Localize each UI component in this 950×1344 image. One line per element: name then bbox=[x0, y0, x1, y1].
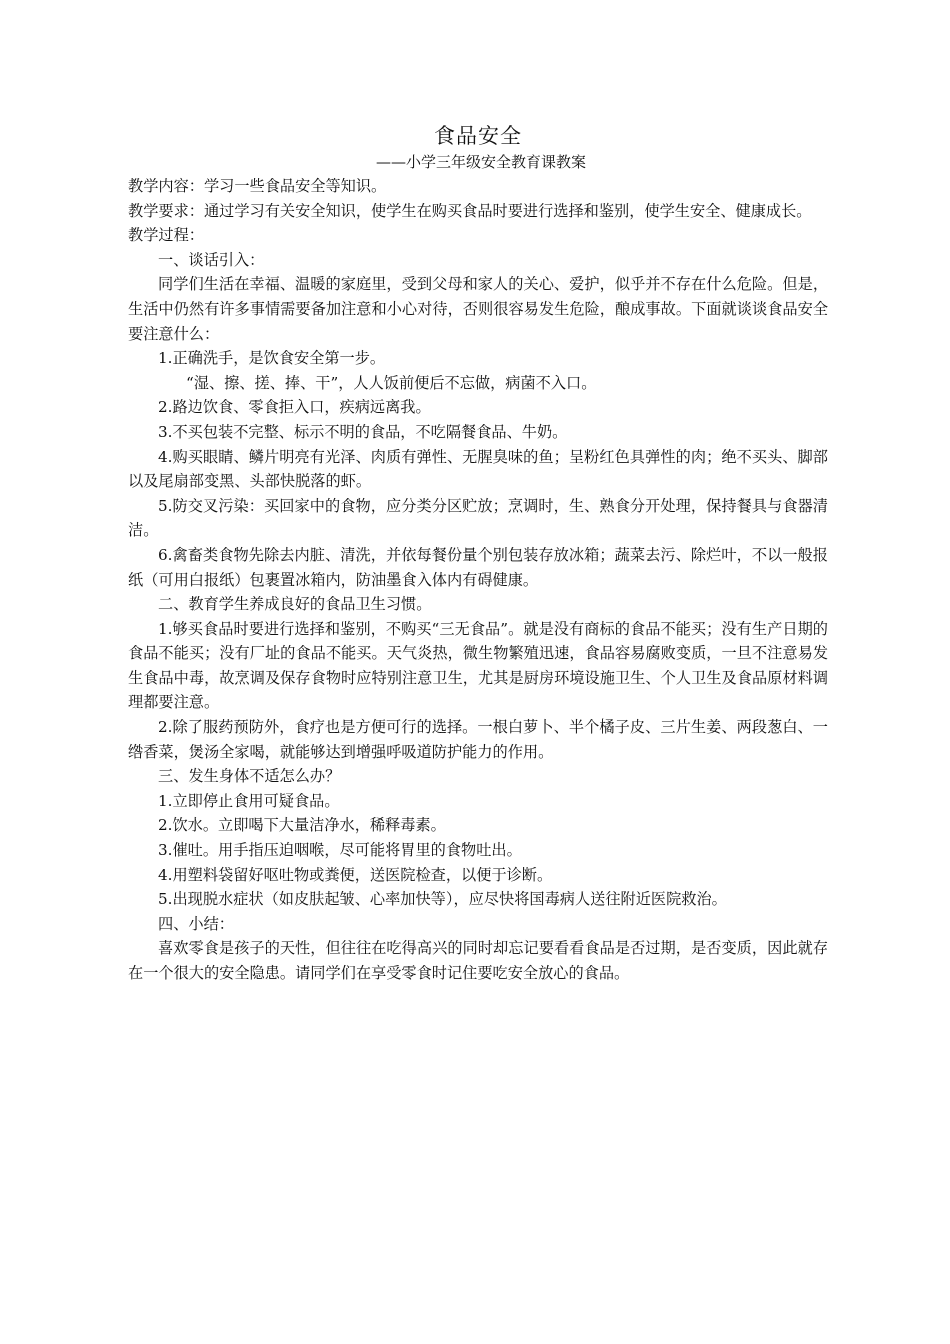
list-item: 4.用塑料袋留好呕吐物或粪便，送医院检查，以便于诊断。 bbox=[158, 865, 553, 884]
list-item: “湿、擦、搓、捧、干”，人人饭前便后不忘做，病菌不入口。 bbox=[186, 373, 597, 392]
list-item: 6.禽畜类食物先除去内脏、清洗，并依每餐份量个别包装存放冰箱；蔬菜去污、除烂叶，不以一般报纸（可用白报纸）包裹置冰箱内，防油墨食入体内有碍健康。 bbox=[128, 545, 828, 589]
list-item: 1.正确洗手，是饮食安全第一步。 bbox=[158, 349, 386, 368]
section-heading: 四、小结： bbox=[158, 914, 234, 933]
section-intro: 同学们生活在幸福、温暖的家庭里，受到父母和家人的关心、爱护，似乎并不存在什么危险。但是，生活中仍然有许多事情需要备加注意和小心对待，否则很容易发生危险，酿成事故。下面就谈谈食品安全要注意什么： bbox=[128, 275, 828, 343]
section-heading: 一、谈话引入： bbox=[158, 250, 265, 269]
list-item: 4.购买眼睛、鳞片明亮有光泽、肉质有弹性、无腥臭味的鱼；呈粉红色具弹性的肉；绝不买头、脚部以及尾扇部变黑、头部快脱落的虾。 bbox=[128, 447, 828, 491]
document-page bbox=[128, 122, 828, 986]
list-item: 5.防交叉污染：买回家中的食物，应分类分区贮放；烹调时，生、熟食分开处理，保持餐具与食器清洁。 bbox=[128, 496, 828, 540]
list-item: 2.除了服药预防外，食疗也是方便可行的选择。一根白萝卜、半个橘子皮、三片生姜、两段葱白、一绺香菜，煲汤全家喝，就能够达到增强呼吸道防护能力的作用。 bbox=[128, 718, 828, 761]
teaching-process-heading: 教学过程： bbox=[128, 226, 204, 245]
document-title: 食品安全 bbox=[434, 124, 522, 148]
list-item: 3.不买包装不完整、标示不明的食品，不吃隔餐食品、牛奶。 bbox=[158, 422, 568, 441]
teaching-content: 教学内容：学习一些食品安全等知识。 bbox=[128, 177, 387, 195]
list-item: 2.饮水。立即喝下大量洁净水，稀释毒素。 bbox=[158, 816, 446, 835]
section-heading: 二、教育学生养成良好的食品卫生习惯。 bbox=[158, 595, 432, 614]
list-item: 3.催吐。用手指压迫咽喉，尽可能将胃里的食物吐出。 bbox=[158, 841, 522, 860]
list-item: 1.够买食品时要进行选择和鉴别，不购买“三无食品”。就是没有商标的食品不能买；没有生产日期的食品不能买；没有厂址的食品不能买。天气炎热，微生物繁殖迅速，食品容易腐败变质，一旦不注意易发生食品中毒，故烹调及保存食物时应特别注意卫生，尤其是厨房环境设施卫生、个人卫生及食品原材料调理都要注意。 bbox=[128, 619, 828, 712]
list-item: 2.路边饮食、零食拒入口，疾病远离我。 bbox=[158, 398, 431, 417]
summary-paragraph: 喜欢零食是孩子的天性，但往往在吃得高兴的同时却忘记要看看食品是否过期，是否变质，因此就存在一个很大的安全隐患。请同学们在享受零食时记住要吃安全放心的食品。 bbox=[128, 939, 828, 982]
section-heading: 三、发生身体不适怎么办？ bbox=[158, 767, 341, 786]
teaching-requirement: 教学要求：通过学习有关安全知识，使学生在购买食品时要进行选择和鉴别，使学生安全、健康成长。 bbox=[128, 201, 812, 220]
list-item: 5.出现脱水症状（如皮肤起皱、心率加快等），应尽快将国毒病人送往附近医院救治。 bbox=[158, 890, 727, 909]
document-subtitle: ——小学三年级安全教育课教案 bbox=[375, 153, 586, 171]
list-item: 1.立即停止食用可疑食品。 bbox=[158, 791, 340, 810]
